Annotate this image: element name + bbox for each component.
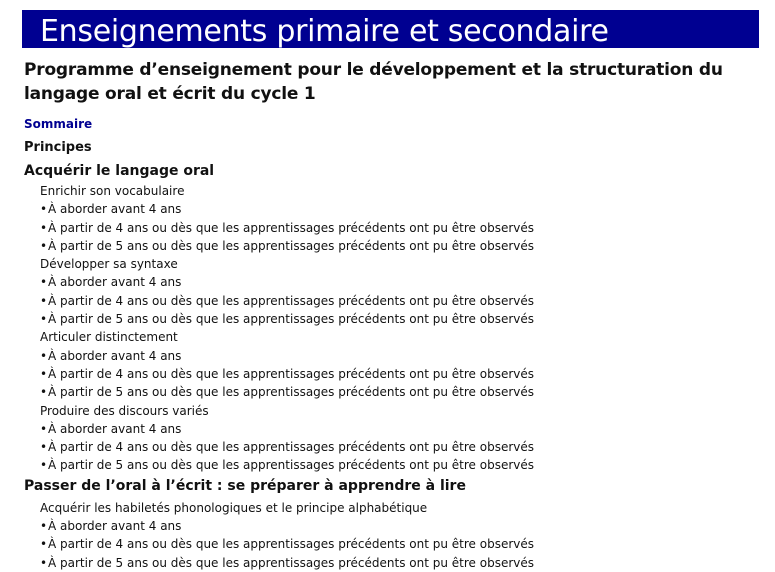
toc-item-label: À partir de 4 ans ou dès que les apprentissages précédents ont pu être observés xyxy=(48,220,534,235)
toc-item[interactable] xyxy=(24,535,764,553)
bullet-icon: • xyxy=(40,293,48,308)
toc-subsection-articuler[interactable]: Articuler distinctement xyxy=(40,330,178,345)
toc-item[interactable] xyxy=(24,273,764,291)
toc-item-label: À partir de 4 ans ou dès que les apprentissages précédents ont pu être observés xyxy=(48,537,534,552)
toc-item[interactable] xyxy=(24,554,764,572)
toc-item-label: À partir de 4 ans ou dès que les apprentissages précédents ont pu être observés xyxy=(48,293,534,308)
header-banner xyxy=(22,10,759,48)
toc-item-label: À aborder avant 4 ans xyxy=(48,519,182,534)
toc-item[interactable] xyxy=(24,310,764,328)
toc-item-label: À partir de 5 ans ou dès que les apprentissages précédents ont pu être observés xyxy=(48,312,534,327)
toc-item[interactable] xyxy=(24,383,764,401)
toc-link-principes[interactable]: Principes xyxy=(24,140,92,155)
bullet-icon: • xyxy=(40,537,48,552)
bullet-icon: • xyxy=(40,440,48,455)
toc-item-label: À aborder avant 4 ans xyxy=(48,202,182,217)
banner-title: Enseignements primaire et secondaire xyxy=(40,14,609,48)
toc-subsection-syntaxe[interactable]: Développer sa syntaxe xyxy=(40,257,178,272)
toc-item[interactable] xyxy=(24,347,764,365)
bullet-icon: • xyxy=(40,238,48,253)
bullet-icon: • xyxy=(40,385,48,400)
toc-item[interactable] xyxy=(24,219,764,237)
bullet-icon: • xyxy=(40,366,48,381)
toc-item-label: À partir de 5 ans ou dès que les apprentissages précédents ont pu être observés xyxy=(48,238,534,253)
toc-item-label: À partir de 4 ans ou dès que les apprentissages précédents ont pu être observés xyxy=(48,440,534,455)
toc-heading[interactable]: Sommaire xyxy=(24,117,93,131)
toc-subsection-habiletes[interactable]: Acquérir les habiletés phonologiques et le principe alphabétique xyxy=(40,500,428,515)
toc-item-label: À partir de 5 ans ou dès que les apprentissages précédents ont pu être observés xyxy=(48,385,534,400)
toc-subsection-vocabulaire[interactable]: Enrichir son vocabulaire xyxy=(40,184,185,198)
toc-item-label: À partir de 5 ans ou dès que les apprentissages précédents ont pu être observés xyxy=(48,555,534,570)
bullet-icon: • xyxy=(40,555,48,570)
toc-item[interactable] xyxy=(24,200,764,218)
document-title: Programme d’enseignement pour le développement et la structuration du langage oral et écrit du cycle 1 xyxy=(24,60,723,104)
bullet-icon: • xyxy=(40,202,48,217)
bullet-icon: • xyxy=(40,519,48,534)
bullet-icon: • xyxy=(40,312,48,327)
toc-section-langage-oral[interactable]: Acquérir le langage oral xyxy=(24,163,215,179)
toc-item[interactable] xyxy=(24,517,764,535)
toc-item[interactable] xyxy=(24,438,764,456)
toc-item[interactable] xyxy=(24,237,764,255)
bullet-icon: • xyxy=(40,421,48,436)
toc-item-label: À aborder avant 4 ans xyxy=(48,348,182,363)
toc-item[interactable] xyxy=(24,365,764,383)
toc-item-label: À aborder avant 4 ans xyxy=(48,275,182,290)
bullet-icon: • xyxy=(40,458,48,473)
toc-item-label: À aborder avant 4 ans xyxy=(48,421,182,436)
table-of-contents xyxy=(24,138,764,572)
toc-item[interactable] xyxy=(24,292,764,310)
toc-item[interactable] xyxy=(24,456,764,474)
bullet-icon: • xyxy=(40,275,48,290)
toc-item[interactable] xyxy=(24,420,764,438)
toc-item-label: À partir de 4 ans ou dès que les apprentissages précédents ont pu être observés xyxy=(48,366,534,381)
bullet-icon: • xyxy=(40,220,48,235)
toc-item-label: À partir de 5 ans ou dès que les apprentissages précédents ont pu être observés xyxy=(48,458,534,473)
bullet-icon: • xyxy=(40,348,48,363)
toc-section-oral-ecrit[interactable]: Passer de l’oral à l’écrit : se préparer à apprendre à lire xyxy=(24,477,466,494)
toc-subsection-discours[interactable]: Produire des discours variés xyxy=(40,403,209,418)
